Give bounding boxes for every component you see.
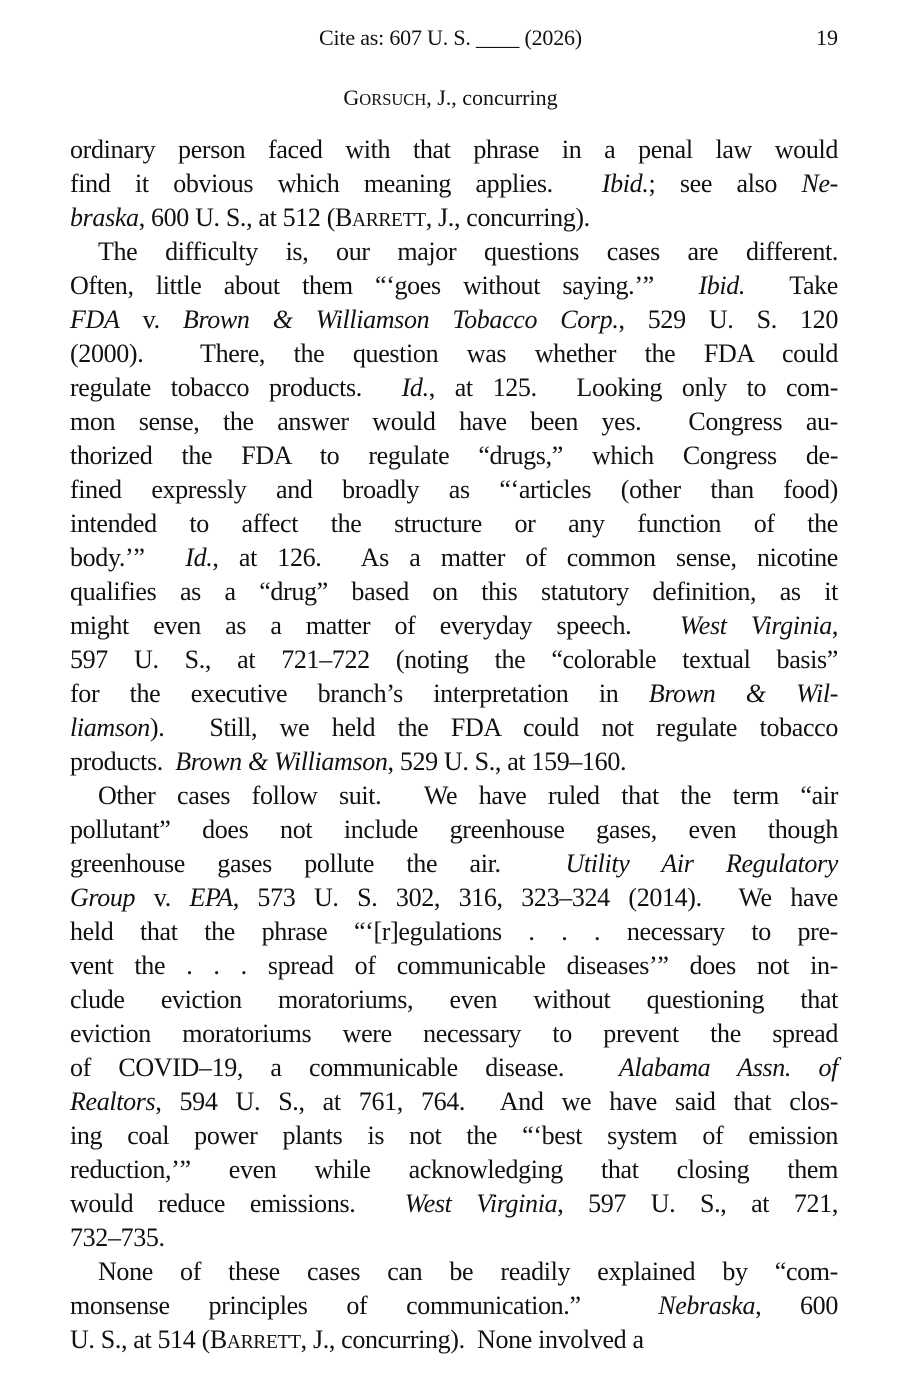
citation-italic: Id. [401,373,429,402]
opinion-body [70,133,838,1357]
text-line [70,167,838,201]
text-line [70,1289,838,1323]
text-run: reduction,’” even while acknowledging that closing them [70,1155,838,1184]
running-head-suffix: , J., concurring [426,85,558,110]
paragraph [70,779,838,1255]
citation-italic: FDA [70,305,120,334]
citation-header: Cite as: 607 U. S. ____ (2026) [319,25,582,50]
text-run: would reduce emissions. [70,1189,405,1218]
citation-italic: Brown & Williamson [175,747,388,776]
citation-italic: West Virginia [404,1189,558,1218]
text-run: regulate tobacco products. [70,373,402,402]
text-run: ing coal power plants is not the “‘best system of emission [70,1121,838,1150]
citation-italic: Brown & Williamson Tobacco Corp. [182,305,619,334]
text-run: clude eviction moratoriums, even without questioning that [70,985,838,1014]
paragraph [70,133,838,235]
paragraph [70,1255,838,1357]
citation-italic: Utility Air Regulatory [565,849,838,878]
text-run: greenhouse gases pollute the air. [70,849,566,878]
small-caps-name: ARRETT [226,1332,301,1353]
text-line [70,303,838,337]
text-line [70,201,838,235]
text-run: qualifies as a “drug” based on this statutory definition, as it [70,577,838,606]
text-line [70,371,838,405]
text-line [70,1255,838,1289]
text-run: intended to affect the structure or any function of the [70,509,838,538]
citation-italic: Ibid. [698,271,746,300]
text-line [70,847,838,881]
text-line [70,439,838,473]
small-caps-name: B [335,203,352,232]
citation-italic: Alabama Assn. of [618,1053,838,1082]
small-caps-name: B [209,1325,227,1354]
text-line [70,575,838,609]
citation-italic: EPA [189,883,233,912]
text-line [70,745,838,779]
text-run: 732–735. [70,1223,165,1252]
text-run: , J., concurring). [425,203,590,232]
text-run: ). Still, we held the FDA could not regulate tobacco [149,713,838,742]
text-line [70,609,838,643]
text-line [70,1187,838,1221]
text-line [70,711,838,745]
citation-italic: West Virginia [679,611,832,640]
text-run: held that the phrase “‘[r]egulations . . . necessary to pre- [70,917,838,946]
text-run: vent the . . . spread of communicable diseases’” does not in- [70,951,838,980]
text-run: , 600 [755,1291,838,1320]
text-line [70,813,838,847]
text-line [70,405,838,439]
text-run: None of these cases can be readily explained by “com- [98,1257,838,1286]
text-run: monsense principles of communication.” [70,1291,659,1320]
text-run: ; see also [648,169,802,198]
text-line [70,1017,838,1051]
text-run: v. [119,305,183,334]
text-run: , J., concurring). None involved a [300,1325,644,1354]
text-run: find it obvious which meaning applies. [70,169,602,198]
text-run: pollutant” does not include greenhouse gases, even though [70,815,838,844]
page-number: 19 [816,25,838,50]
text-line [70,779,838,813]
text-run: eviction moratoriums were necessary to prevent the spread [70,1019,838,1048]
text-line [70,269,838,303]
text-run: for the executive branch’s interpretation in [70,679,649,708]
text-run: , 597 U. S., at 721, [557,1189,838,1218]
text-line [70,337,838,371]
text-run: Other cases follow suit. We have ruled that the term “air [98,781,838,810]
text-line [70,1221,838,1255]
text-line [70,881,838,915]
text-run: , at 125. Looking only to com- [428,373,838,402]
citation-italic: Id. [185,543,213,572]
text-run: , at 126. As a matter of common sense, nicotine [212,543,838,572]
text-run: , [831,611,838,640]
text-run: products. [70,747,176,776]
text-run: , 529 U. S. 120 [618,305,838,334]
text-run: Take [745,271,838,300]
running-head-initial: G [343,85,360,110]
text-run: Often, little about them “‘goes without saying.’” [70,271,699,300]
text-run: U. S., at 514 ( [70,1325,210,1354]
text-run: , 529 U. S., at 159–160. [387,747,627,776]
text-line [70,643,838,677]
text-line [70,1323,838,1357]
text-run: of COVID–19, a communicable disease. [70,1053,619,1082]
text-run: , 573 U. S. 302, 316, 323–324 (2014). We have [232,883,838,912]
text-line [70,949,838,983]
citation-italic: Ibid. [601,169,649,198]
text-run: (2000). There, the question was whether the FDA could [70,339,838,368]
text-run: , 594 U. S., at 761, 764. And we have said that clos- [155,1087,838,1116]
text-line [70,915,838,949]
text-run: , 600 U. S., at 512 ( [138,203,335,232]
text-line [70,1119,838,1153]
text-line [70,473,838,507]
text-run: fined expressly and broadly as “‘articles (other than food) [70,475,838,504]
text-line [70,235,838,269]
running-head-smallcaps: ORSUCH [359,90,427,109]
text-line [70,983,838,1017]
text-run: 597 U. S., at 721–722 (noting the “colorable textual basis” [70,645,838,674]
citation-italic: Realtors [70,1087,156,1116]
text-run: v. [135,883,190,912]
small-caps-name: ARRETT [352,210,426,231]
citation-italic: braska [70,203,139,232]
citation-italic: Brown & Wil- [648,679,839,708]
running-head [0,84,901,114]
text-run: body.’” [70,543,186,572]
citation-italic: Group [70,883,136,912]
text-line [70,1051,838,1085]
paragraph [70,235,838,779]
text-run: mon sense, the answer would have been yes. Congress au- [70,407,838,436]
citation-italic: liamson [70,713,150,742]
text-run: thorized the FDA to regulate “drugs,” which Congress de- [70,441,838,470]
text-line [70,507,838,541]
text-run: might even as a matter of everyday speech. [70,611,680,640]
text-run: The difficulty is, our major questions cases are different. [98,237,838,266]
text-line [70,133,838,167]
citation-italic: Ne- [801,169,838,198]
text-run: ordinary person faced with that phrase in a penal law would [70,135,838,164]
text-line [70,1153,838,1187]
citation-italic: Nebraska [658,1291,756,1320]
text-line [70,677,838,711]
text-line [70,541,838,575]
text-line [70,1085,838,1119]
